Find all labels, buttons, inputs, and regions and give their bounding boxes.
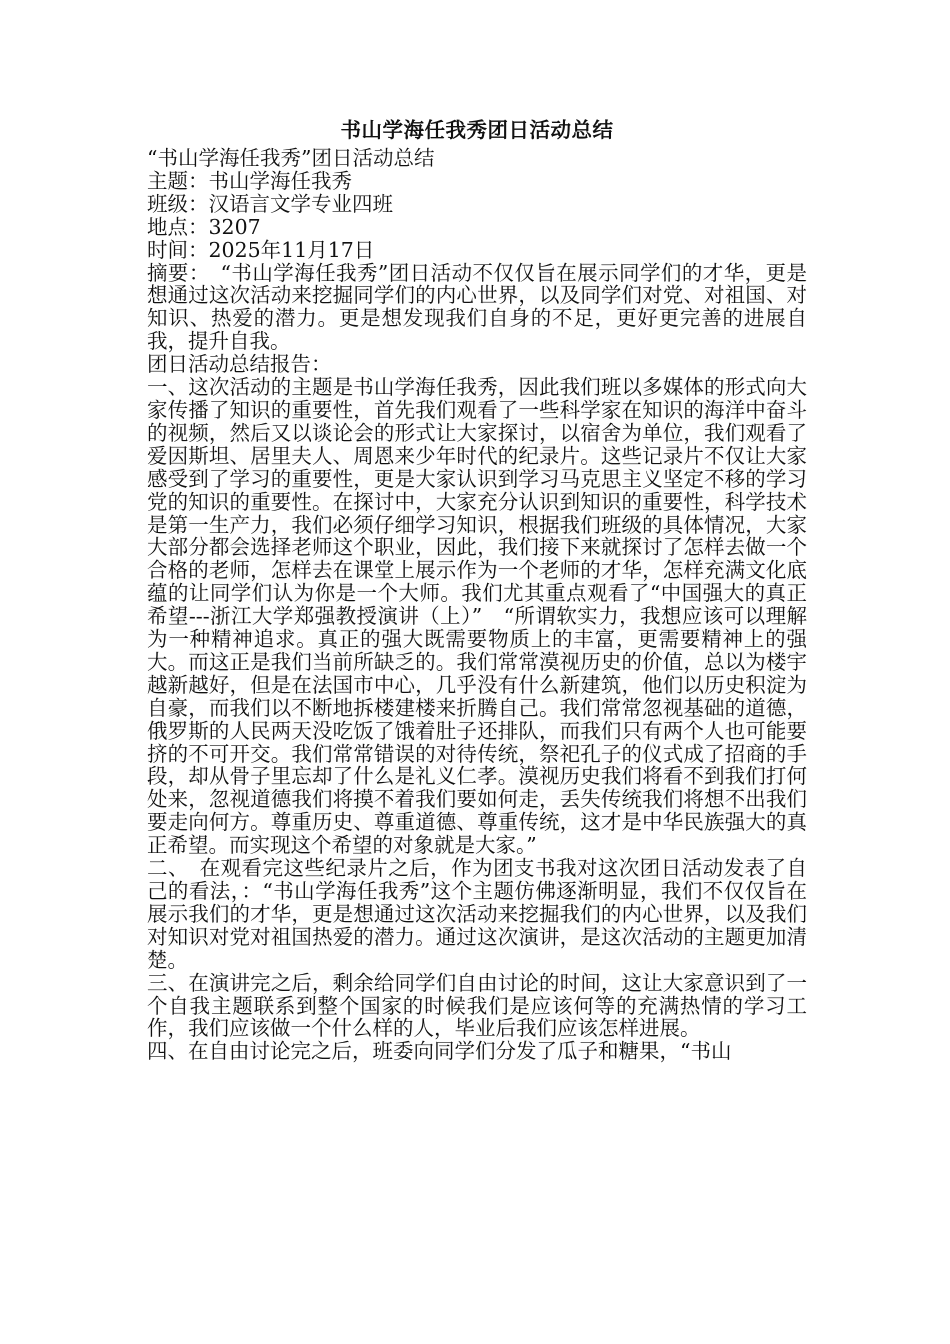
paragraph-one: 一、这次活动的主题是书山学海任我秀，因此我们班以多媒体的形式向大家传播了知识的重要性，首先我们观看了一些科学家在知识的海洋中奋斗的视频，然后又以谈论会的形式让大家探讨，以宿舍为单位，我们观看了爱因斯坦、居里夫人、周恩来少年时代的纪录片。这些记录片不仅让大家感受到了学习的重要性，更是大家认识到学习马克思主义坚定不移的学习党的知识的重要性。在探讨中，大家充分认识到知识的重要性，科学技术是第一生产力，我们必须仔细学习知识，根据我们班级的具体情况，大家大部分都会选择老师这个职业，因此，我们接下来就探讨了怎样去做一个合格的老师，怎样去在课堂上展示作为一个老师的才华，怎样充满文化底蕴的让同学们认为你是一个大师。我们尤其重点观看了“中国强大的真正希望---浙江大学郑强教授演讲（上）” “所谓软实力，我想应该可以理解为一种精神追求。真正的强大既需要物质上的丰富，更需要精神上的强大。而这正是我们当前所缺乏的。我们常常漠视历史的价值，总以为楼宇越新越好，但是在法国市中心，几乎没有什么新建筑，他们以历史积淀为自豪，而我们以不断地拆楼建楼来折腾自己。我们常常忽视基础的道德，俄罗斯的人民两天没吃饭了饿着肚子还排队，而我们只有两个人也可能要挤的不可开交。我们常常错误的对待传统，祭祀孔子的仪式成了招商的手段，却从骨子里忘却了什么是礼义仁孝。漠视历史我们将看不到我们打何处来，忽视道德我们将摸不着我们要如何走，丢失传统我们将想不出我们要走向何方。尊重历史、尊重道德、尊重传统，这才是中华民族强大的真正希望。而实现这个希望的对象就是大家。” [147, 375, 807, 858]
paragraph-two: 二、 在观看完这些纪录片之后，作为团支书我对这次团日活动发表了自己的看法，：“书山学海任我秀”这个主题仿佛逐渐明显，我们不仅仅旨在展示我们的才华，更是想通过这次活动来挖掘我们的内心世界，以及我们对知识对党对祖国热爱的潜力。通过这次演讲，是这次活动的主题更加清楚。 [147, 856, 807, 972]
time-line: 时间：2025年11月17日 [147, 237, 375, 262]
theme-line: 主题：书山学海任我秀 [147, 168, 352, 193]
paragraph-three: 三、在演讲完之后，剩余给同学们自由讨论的时间，这让大家意识到了一个自我主题联系到整个国家的时候我们是应该何等的充满热情的学习工作，我们应该做一个什么样的人，毕业后我们应该怎样进展。 [147, 970, 807, 1041]
location-line: 地点：3207 [147, 214, 261, 239]
report-heading: 团日活动总结报告： [147, 352, 332, 377]
document-page [147, 118, 807, 1063]
abstract-paragraph: 摘要： “书山学海任我秀”团日活动不仅仅旨在展示同学们的才华，更是想通过这次活动来挖掘同学们的内心世界，以及同学们对党、对祖国、对知识、热爱的潜力。更是想发现我们自身的不足，更好更完善的进展自我，提升自我。 [147, 260, 807, 354]
document-subtitle: “书山学海任我秀”团日活动总结 [147, 146, 435, 170]
paragraph-four: 四、在自由讨论完之后，班委向同学们分发了瓜子和糖果，“书山 [147, 1039, 732, 1064]
class-line: 班级：汉语言文学专业四班 [147, 191, 393, 216]
document-title: 书山学海任我秀团日活动总结 [340, 118, 614, 142]
